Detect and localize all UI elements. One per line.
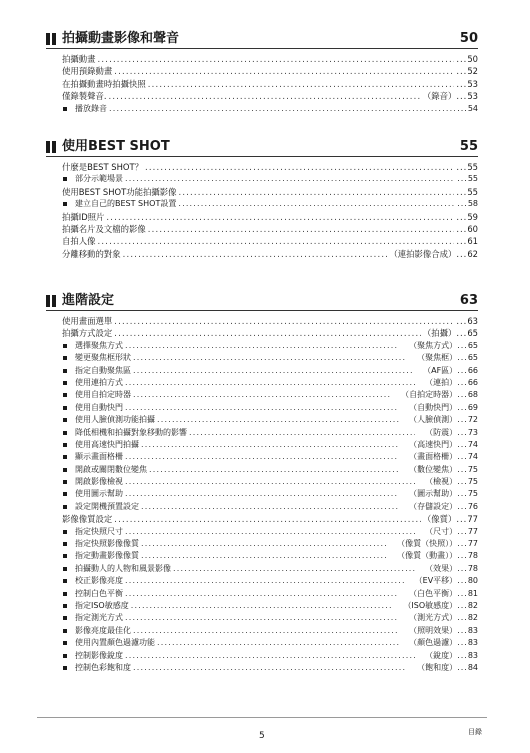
- entry-page-number: ... 77: [457, 526, 478, 538]
- entry-label: 使用圖示幫助: [75, 489, 123, 499]
- section-page-number: 55: [459, 139, 478, 154]
- entry-page-number: ... 84: [457, 662, 478, 674]
- entry-page-number: ... 78: [457, 563, 478, 575]
- entry-page-number: ... 78: [457, 550, 478, 562]
- dot-leader: [173, 563, 415, 575]
- entry-menu-tag: （像質（動畫））: [397, 551, 458, 561]
- toc-entry-list: [46, 315, 478, 674]
- bullet-square-icon: [63, 616, 67, 620]
- dot-leader: [141, 538, 387, 550]
- entry-page-number: ... 55: [456, 161, 478, 173]
- toc-subentry[interactable]: [46, 173, 478, 185]
- entry-label: 部分示範場景: [75, 174, 123, 184]
- entry-page-number: ... 59: [456, 211, 478, 223]
- toc-entry[interactable]: [46, 161, 478, 173]
- entry-page-number: ... 65: [457, 340, 478, 352]
- toc-entry[interactable]: [46, 315, 478, 327]
- entry-label: 使用自拍定時器: [75, 390, 131, 400]
- toc-entry-list: [46, 53, 478, 115]
- entry-label: 拍攝方式設定: [62, 328, 113, 339]
- bullet-square-icon: [63, 369, 67, 373]
- dot-leader: [109, 90, 421, 102]
- dot-leader: [141, 501, 399, 513]
- entry-menu-tag: （連拍影像合成）: [389, 248, 457, 259]
- dot-leader: [125, 377, 415, 389]
- entry-menu-tag: （錄音）: [422, 91, 457, 102]
- toc-entry-list: [46, 161, 478, 260]
- dot-leader: [189, 427, 415, 439]
- bullet-square-icon: [63, 455, 67, 459]
- toc-subentry[interactable]: [46, 550, 478, 562]
- toc-subentry[interactable]: [46, 402, 478, 414]
- entry-label: 拍攝動畫: [62, 54, 96, 64]
- entry-menu-tag: （人臉偵測）: [409, 415, 458, 425]
- bullet-square-icon: [63, 393, 67, 397]
- toc-subentry[interactable]: [46, 198, 478, 210]
- toc-subentry[interactable]: [46, 563, 478, 575]
- bullet-square-icon: [63, 356, 67, 360]
- entry-menu-tag: （效果）: [425, 563, 458, 573]
- section-marker-icon: [46, 295, 57, 307]
- dot-leader: [141, 550, 387, 562]
- entry-page-number: ... 53: [456, 90, 478, 102]
- toc-entry[interactable]: [46, 90, 478, 102]
- entry-menu-tag: （像質）: [422, 514, 457, 525]
- entry-menu-tag: （EV平移）: [414, 576, 458, 586]
- entry-page-number: ... 82: [457, 612, 478, 624]
- entry-page-number: ... 83: [457, 625, 478, 637]
- entry-menu-tag: （ISO敏感度）: [403, 600, 458, 610]
- entry-label: 指定自動聚焦區: [75, 365, 131, 375]
- toc-subentry[interactable]: [46, 650, 478, 662]
- entry-menu-tag: （尺寸）: [425, 526, 458, 536]
- entry-label: 選擇聚焦方式: [75, 340, 123, 350]
- entry-page-number: ... 55: [457, 173, 478, 185]
- entry-menu-tag: （聚焦方式）: [409, 340, 458, 350]
- entry-label: 控制影像銳度: [75, 650, 123, 660]
- entry-label: 使用內置顏色過濾功能: [75, 638, 155, 648]
- toc-subentry[interactable]: [46, 340, 478, 352]
- bullet-square-icon: [63, 542, 67, 546]
- toc-subentry[interactable]: [46, 439, 478, 451]
- entry-page-number: ... 77: [456, 513, 478, 525]
- dot-leader: [106, 211, 454, 223]
- entry-page-number: ... 80: [457, 575, 478, 587]
- toc-entry[interactable]: [46, 513, 478, 525]
- entry-page-number: ... 76: [457, 501, 478, 513]
- bullet-square-icon: [63, 107, 67, 111]
- dot-leader: [114, 513, 421, 525]
- dot-leader: [178, 198, 455, 210]
- entry-page-number: ... 68: [457, 389, 478, 401]
- bullet-square-icon: [63, 492, 67, 496]
- toc-subentry[interactable]: [46, 538, 478, 550]
- entry-label: 使用高速快門拍攝: [75, 439, 139, 449]
- toc-subentry[interactable]: [46, 501, 478, 513]
- dot-leader: [157, 414, 399, 426]
- dot-leader: [133, 352, 407, 364]
- entry-menu-tag: （高速快門）: [409, 439, 458, 449]
- entry-page-number: ... 61: [456, 235, 478, 247]
- bullet-square-icon: [63, 431, 67, 435]
- toc-entry[interactable]: [46, 78, 478, 90]
- entry-menu-tag: （拍攝）: [422, 328, 457, 339]
- toc-subentry[interactable]: [46, 103, 478, 115]
- section-title: 進階設定: [62, 293, 115, 308]
- entry-label: 降低相機和拍攝對象移動的影響: [75, 427, 187, 437]
- dot-leader: [148, 223, 455, 235]
- dot-leader: [141, 439, 399, 451]
- entry-page-number: ... 73: [457, 427, 478, 439]
- section-title: 使用BEST SHOT: [62, 139, 170, 154]
- entry-label: 開啟或關閉數位變焦: [75, 464, 147, 474]
- bullet-square-icon: [63, 592, 67, 596]
- dot-leader: [148, 78, 455, 90]
- dot-leader: [125, 402, 399, 414]
- entry-page-number: ... 62: [456, 248, 478, 260]
- entry-page-number: ... 75: [457, 476, 478, 488]
- toc-section-best-shot: [46, 140, 478, 260]
- entry-menu-tag: （存儲設定）: [409, 501, 458, 511]
- bullet-square-icon: [63, 381, 67, 385]
- entry-label: 影像亮度最佳化: [75, 625, 131, 635]
- section-marker-icon: [46, 33, 57, 45]
- dot-leader: [125, 650, 415, 662]
- entry-label: 僅錄製聲音.: [62, 91, 107, 102]
- entry-label: 控制白色平衡: [75, 588, 123, 598]
- entry-menu-tag: （照明效果）: [409, 625, 458, 635]
- toc-subentry[interactable]: [46, 464, 478, 476]
- entry-label: 使用畫面選單: [62, 316, 113, 326]
- footer-section-label: 目錄: [468, 728, 482, 736]
- section-page-number: 63: [459, 293, 478, 308]
- entry-label: 拍攝名片及文檔的影像: [62, 223, 146, 234]
- bullet-square-icon: [63, 202, 67, 206]
- bullet-square-icon: [63, 554, 67, 558]
- toc-subentry[interactable]: [46, 575, 478, 587]
- toc-entry[interactable]: [46, 327, 478, 339]
- entry-label: 顯示畫面格柵: [75, 452, 123, 462]
- entry-page-number: ... 55: [456, 186, 478, 198]
- toc-subentry[interactable]: [46, 451, 478, 463]
- entry-menu-tag: （檢視）: [425, 477, 458, 487]
- dot-leader: [125, 451, 399, 463]
- bullet-square-icon: [63, 480, 67, 484]
- bullet-square-icon: [63, 418, 67, 422]
- entry-label: 建立自己的BEST SHOT設置: [75, 199, 177, 209]
- entry-label: 拍攝ID照片: [62, 211, 105, 222]
- entry-page-number: ... 72: [457, 414, 478, 426]
- entry-page-number: ... 74: [457, 451, 478, 463]
- bullet-square-icon: [63, 177, 67, 181]
- dot-leader: [125, 488, 399, 500]
- entry-label: 校正影像亮度: [75, 576, 123, 586]
- dot-leader: [125, 173, 455, 185]
- entry-menu-tag: （銳度）: [425, 650, 458, 660]
- entry-page-number: ... 75: [457, 464, 478, 476]
- dot-leader: [125, 588, 399, 600]
- entry-label: 拍攝動人的人物和風景影像: [75, 563, 171, 573]
- dot-leader: [125, 526, 415, 538]
- bullet-square-icon: [63, 629, 67, 633]
- dot-leader: [149, 464, 399, 476]
- entry-menu-tag: （測光方式）: [409, 613, 458, 623]
- dot-leader: [145, 161, 454, 173]
- bullet-square-icon: [63, 654, 67, 658]
- entry-label: 指定快照尺寸: [75, 526, 123, 536]
- entry-page-number: ... 53: [456, 78, 478, 90]
- dot-leader: [114, 65, 454, 77]
- section-marker-icon: [46, 141, 57, 153]
- entry-menu-tag: （像質（快照））: [397, 539, 458, 549]
- entry-label: 自拍人像: [62, 236, 96, 247]
- toc-subentry[interactable]: [46, 612, 478, 624]
- entry-page-number: ... 83: [457, 637, 478, 649]
- bullet-square-icon: [63, 530, 67, 534]
- toc-entry[interactable]: [46, 248, 478, 260]
- bullet-square-icon: [63, 567, 67, 571]
- bullet-square-icon: [63, 443, 67, 447]
- dot-leader: [114, 315, 454, 327]
- entry-label: 使用自動快門: [75, 402, 123, 412]
- dot-leader: [125, 340, 399, 352]
- entry-menu-tag: （飽和度）: [417, 662, 458, 672]
- bullet-square-icon: [63, 641, 67, 645]
- entry-menu-tag: （AF區）: [423, 365, 458, 375]
- dot-leader: [109, 103, 455, 115]
- entry-label: 指定測光方式: [75, 613, 123, 623]
- section-page-number: 50: [459, 31, 478, 46]
- entry-menu-tag: （數位變焦）: [409, 464, 458, 474]
- toc-entry[interactable]: [46, 235, 478, 247]
- entry-page-number: ... 69: [457, 402, 478, 414]
- entry-page-number: ... 65: [456, 327, 478, 339]
- dot-leader: [133, 365, 413, 377]
- entry-menu-tag: （顏色過濾）: [409, 638, 458, 648]
- entry-menu-tag: （連拍）: [425, 377, 458, 387]
- bullet-square-icon: [63, 468, 67, 472]
- toc-subentry[interactable]: [46, 365, 478, 377]
- toc-section-advanced: [46, 294, 478, 674]
- entry-page-number: ... 83: [457, 650, 478, 662]
- toc-subentry[interactable]: [46, 625, 478, 637]
- entry-label: 使用BEST SHOT功能拍攝影像: [62, 186, 177, 197]
- entry-page-number: ... 58: [457, 198, 478, 210]
- bullet-square-icon: [63, 344, 67, 348]
- section-heading: [46, 140, 478, 157]
- toc-entry[interactable]: [46, 186, 478, 198]
- entry-page-number: ... 75: [457, 488, 478, 500]
- toc-subentry[interactable]: [46, 476, 478, 488]
- toc-subentry[interactable]: [46, 637, 478, 649]
- toc-subentry[interactable]: [46, 588, 478, 600]
- toc-subentry[interactable]: [46, 427, 478, 439]
- toc-subentry[interactable]: [46, 526, 478, 538]
- entry-label: 指定快照影像像質: [75, 539, 139, 549]
- dot-leader: [98, 53, 455, 65]
- entry-page-number: ... 77: [457, 538, 478, 550]
- page-number: 5: [259, 731, 265, 741]
- entry-label: 設定開機預置設定: [75, 501, 139, 511]
- bullet-square-icon: [63, 579, 67, 583]
- dot-leader: [133, 662, 407, 674]
- section-heading: [46, 294, 478, 311]
- entry-menu-tag: （聚焦框）: [417, 353, 458, 363]
- dot-leader: [157, 637, 399, 649]
- bullet-square-icon: [63, 604, 67, 608]
- dot-leader: [133, 625, 399, 637]
- toc-entry[interactable]: [46, 223, 478, 235]
- dot-leader: [178, 186, 454, 198]
- toc-subentry[interactable]: [46, 352, 478, 364]
- entry-page-number: ... 50: [456, 53, 478, 65]
- toc-subentry[interactable]: [46, 414, 478, 426]
- toc-subentry[interactable]: [46, 488, 478, 500]
- toc-entry[interactable]: [46, 65, 478, 77]
- entry-menu-tag: （圖示幫助）: [409, 489, 458, 499]
- entry-menu-tag: （畫面格柵）: [409, 452, 458, 462]
- dot-leader: [123, 248, 388, 260]
- entry-label: 指定ISO敏感度: [75, 600, 129, 610]
- toc-subentry[interactable]: [46, 600, 478, 612]
- entry-label: 播放錄音: [75, 103, 107, 113]
- bullet-square-icon: [63, 505, 67, 509]
- dot-leader: [125, 575, 405, 587]
- entry-page-number: ... 60: [456, 223, 478, 235]
- footer-divider: [37, 717, 487, 718]
- entry-label: 什麼是BEST SHOT？: [62, 162, 143, 172]
- dot-leader: [114, 327, 421, 339]
- entry-label: 分離移動的對象: [62, 248, 121, 259]
- entry-page-number: ... 54: [457, 103, 478, 115]
- entry-label: 在拍攝動畫時拍攝快照: [62, 78, 146, 89]
- dot-leader: [125, 476, 415, 488]
- entry-label: 指定動畫影像像質: [75, 551, 139, 561]
- dot-leader: [131, 600, 394, 612]
- entry-page-number: ... 74: [457, 439, 478, 451]
- bullet-square-icon: [63, 666, 67, 670]
- entry-menu-tag: （防震）: [425, 427, 458, 437]
- entry-label: 使用連拍方式: [75, 377, 123, 387]
- bullet-square-icon: [63, 406, 67, 410]
- entry-page-number: ... 81: [457, 588, 478, 600]
- entry-label: 控制色彩飽和度: [75, 662, 131, 672]
- toc-entry[interactable]: [46, 211, 478, 223]
- entry-menu-tag: （自動快門）: [409, 402, 458, 412]
- toc-subentry[interactable]: [46, 662, 478, 674]
- dot-leader: [98, 235, 455, 247]
- toc-subentry[interactable]: [46, 377, 478, 389]
- entry-label: 變更聚焦框形狀: [75, 353, 131, 363]
- toc-subentry[interactable]: [46, 389, 478, 401]
- entry-label: 開啟影像檢視: [75, 477, 123, 487]
- dot-leader: [125, 612, 399, 624]
- entry-page-number: ... 66: [457, 377, 478, 389]
- toc-entry[interactable]: [46, 53, 478, 65]
- section-title: 拍攝動畫影像和聲音: [62, 31, 180, 46]
- entry-label: 影像像質設定: [62, 514, 113, 525]
- section-heading: [46, 32, 478, 49]
- entry-page-number: ... 82: [457, 600, 478, 612]
- entry-page-number: ... 65: [457, 352, 478, 364]
- entry-page-number: ... 66: [457, 365, 478, 377]
- entry-menu-tag: （白色平衡）: [409, 588, 458, 598]
- entry-label: 使用人臉偵測功能拍攝: [75, 415, 155, 425]
- entry-page-number: ... 63: [456, 315, 478, 327]
- entry-menu-tag: （自拍定時器）: [401, 390, 458, 400]
- entry-page-number: ... 52: [456, 65, 478, 77]
- dot-leader: [133, 389, 391, 401]
- entry-label: 使用預錄動畫: [62, 66, 113, 77]
- toc-section-movies: [46, 32, 478, 115]
